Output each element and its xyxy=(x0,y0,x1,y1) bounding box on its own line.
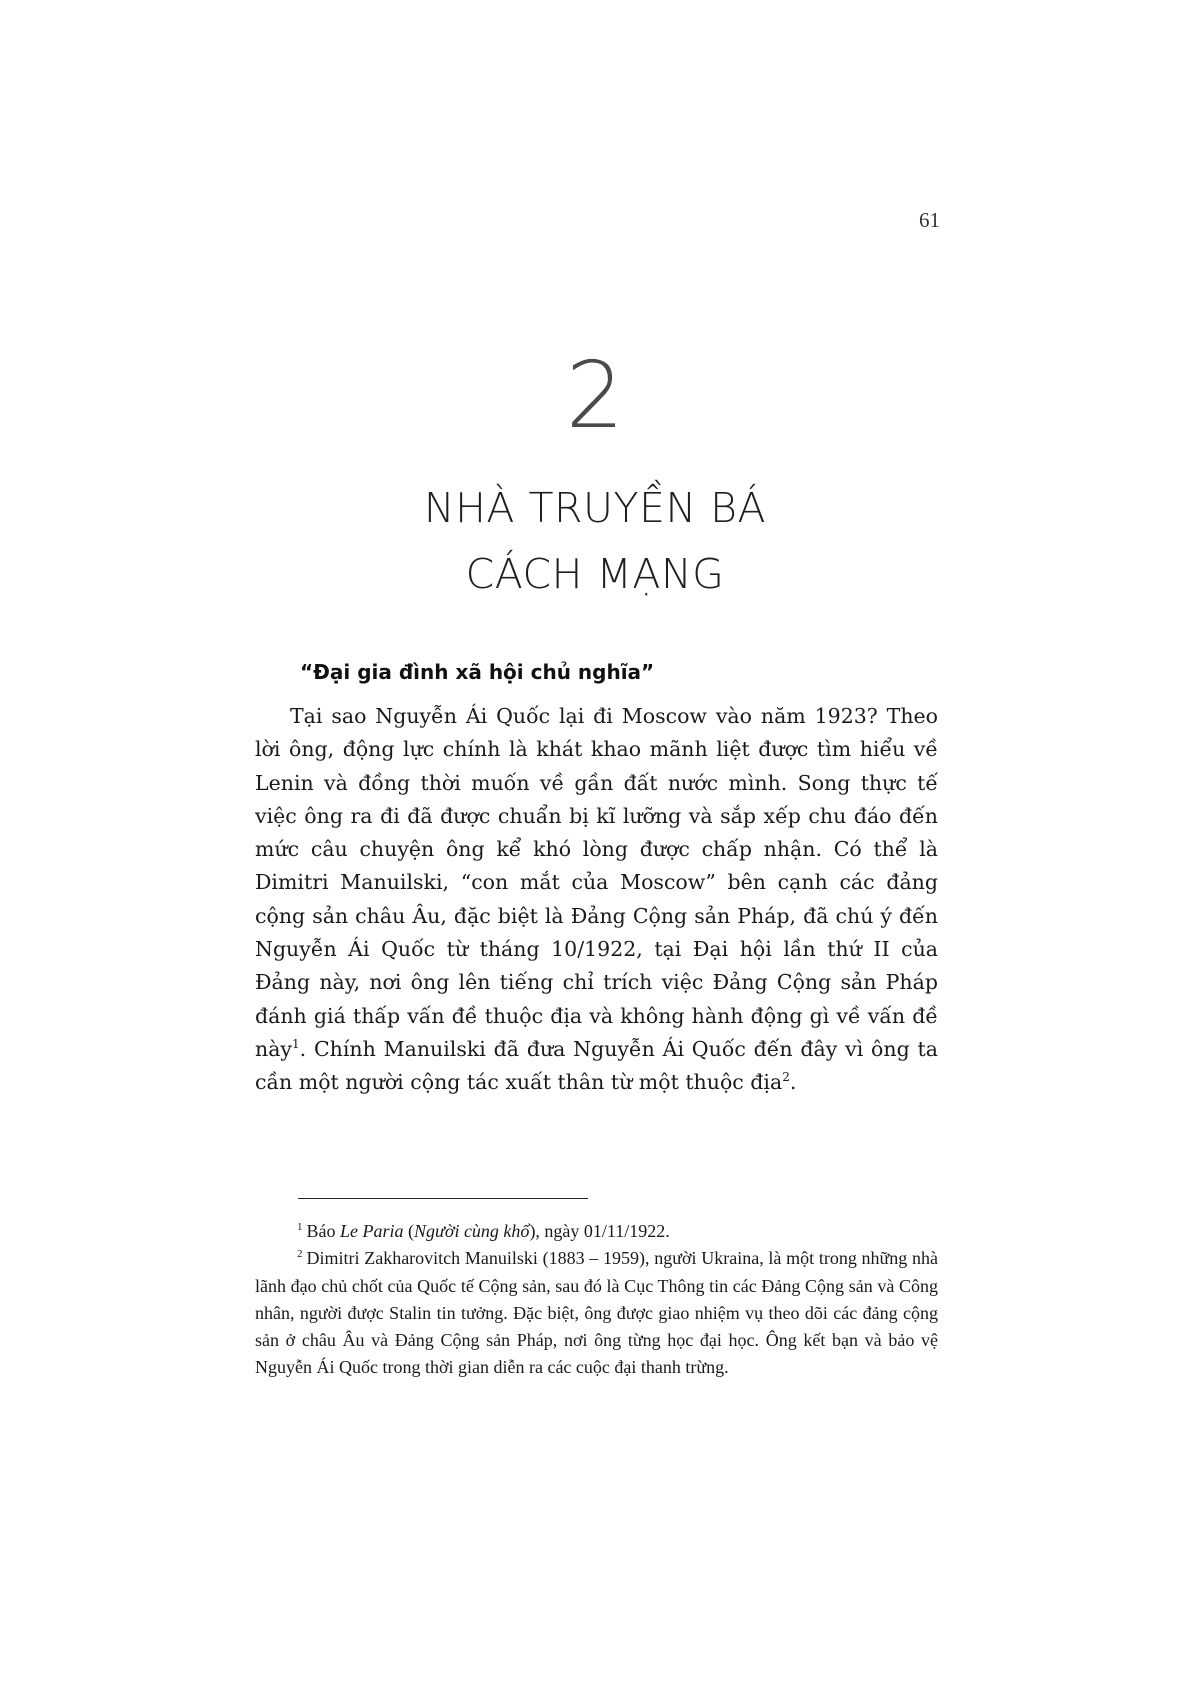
body-text-part-3: . xyxy=(789,1070,797,1095)
chapter-title-line-1: NHÀ TRUYỀN BÁ xyxy=(423,484,767,532)
footnote-2-text: Dimitri Zakharovitch Manuilski (1883 – 1959), người Ukraina, là một trong những nhà lãnh đạo chủ chốt của Quốc tế Cộng sản, sau đó là Cục Thông tin các Đảng Cộng sản và Công nhân, người được Stalin tin tưởng. Đặc biệt, ông được giao nhiệm vụ theo dõi các đảng cộng sản ở châu Âu và Đảng Cộng sản Pháp, nơi ông từng học đại học. Ông kết bạn và bảo vệ Nguyễn Ái Quốc trong thời gian diễn ra các cuộc đại thanh trừng. xyxy=(255,1248,938,1378)
footnotes xyxy=(255,1218,938,1382)
footnote-1-paper-name: Le Paria xyxy=(340,1221,404,1241)
page-number: 61 xyxy=(919,208,940,232)
footnote-1-middle: ( xyxy=(403,1221,415,1241)
footnote-reference-1: 1 xyxy=(292,1037,300,1052)
footnote-2-marker: 2 xyxy=(297,1248,303,1261)
footnote-2 xyxy=(255,1245,938,1381)
footnote-1-suffix: ), ngày 01/11/1922. xyxy=(529,1221,670,1241)
footnote-1-prefix: Báo xyxy=(306,1221,340,1241)
footnote-reference-2: 2 xyxy=(782,1070,790,1085)
chapter-title xyxy=(0,475,1190,607)
footnote-1 xyxy=(255,1218,938,1245)
body-text-part-1: Tại sao Nguyễn Ái Quốc lại đi Moscow vào năm 1923? Theo lời ông, động lực chính là khát khao mãnh liệt được tìm hiểu về Lenin và đồng thời muốn về gần đất nước mình. Song thực tế việc ông ra đi đã được chuẩn bị kĩ lưỡng và sắp xếp chu đáo đến mức câu chuyện ông kể khó lòng được chấp nhận. Có thể là Dimitri Manuilski, “con mắt của Moscow” bên cạnh các đảng cộng sản châu Âu, đặc biệt là Đảng Cộng sản Pháp, đã chú ý đến Nguyễn Ái Quốc từ tháng 10/1922, tại Đại hội lần thứ II của Đảng này, nơi ông lên tiếng chỉ trích việc Đảng Cộng sản Pháp đánh giá thấp vấn đề thuộc địa và không hành động gì về vấn đề này xyxy=(255,704,938,1061)
section-heading: “Đại gia đình xã hội chủ nghĩa” xyxy=(300,660,655,684)
chapter-title-line-2: CÁCH MẠNG xyxy=(465,550,725,598)
body-text-part-2: . Chính Manuilski đã đưa Nguyễn Ái Quốc đến đây vì ông ta cần một người cộng tác xuất thân từ một thuộc địa xyxy=(255,1036,938,1095)
footnote-1-paper-translation: Người cùng khổ xyxy=(414,1221,530,1241)
chapter-number: 2 xyxy=(565,342,625,449)
footnote-separator xyxy=(298,1198,588,1199)
footnote-1-marker: 1 xyxy=(297,1221,303,1233)
body-paragraph xyxy=(255,700,938,1100)
